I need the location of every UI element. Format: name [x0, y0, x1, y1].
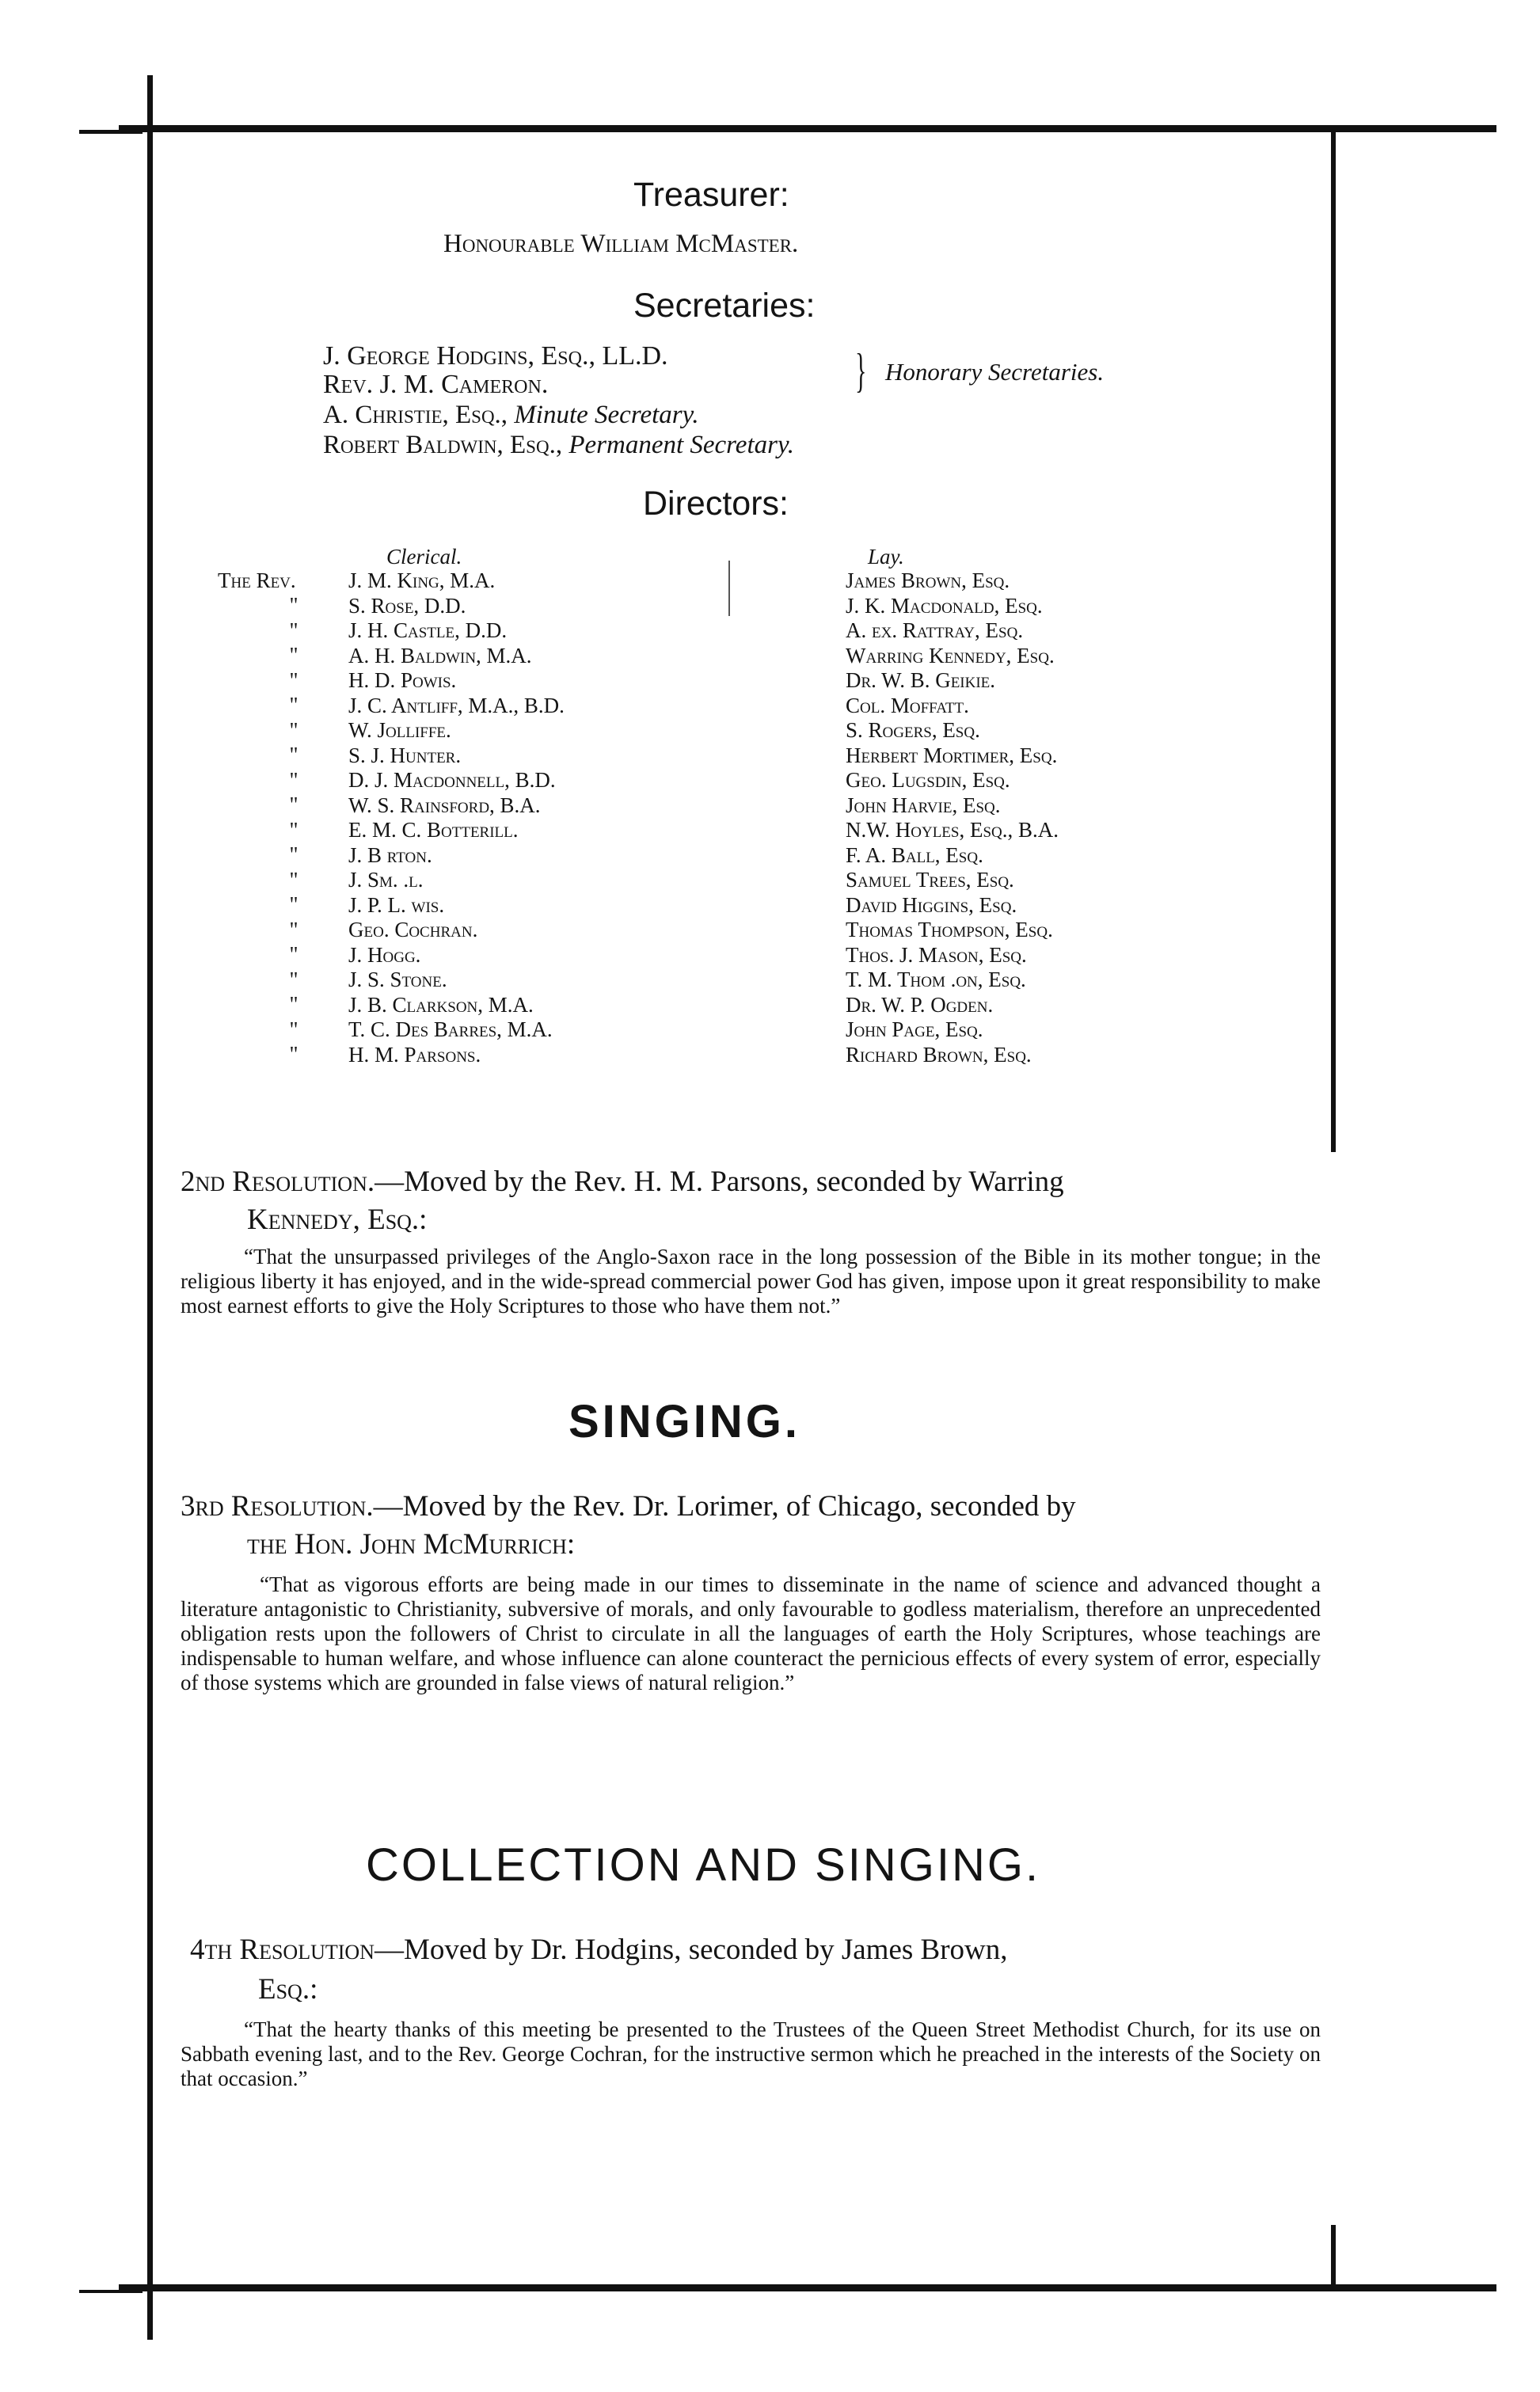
ditto-mark: " [289, 942, 298, 966]
column-divider [728, 561, 730, 616]
clerical-director: Geo. Cochran. [348, 918, 478, 941]
secretary-name: J. George Hodgins, Esq., LL.D. [323, 341, 668, 371]
collection-heading: COLLECTION AND SINGING. [366, 1839, 1041, 1891]
ditto-mark: " [289, 693, 298, 717]
clerical-directors-list [348, 569, 565, 1067]
ditto-mark: " [289, 743, 298, 766]
ditto-mark: " [289, 1042, 298, 1066]
secretary-name: Rev. J. M. Cameron. [323, 370, 549, 399]
treasurer-name: Honourable William McMaster. [443, 230, 799, 258]
clerical-director: J. P. L. wis. [348, 892, 445, 917]
lay-director: S. Rogers, Esq. [846, 718, 980, 742]
ditto-mark: " [289, 593, 298, 617]
permanent-secretary-name: Robert Baldwin, Esq., [323, 431, 563, 459]
ditto-mark: " [289, 643, 298, 667]
ditto-mark: " [289, 992, 298, 1016]
clerical-director: J. M. King, M.A. [348, 569, 496, 592]
resolution-4-line-2: Esq.: [258, 1973, 318, 2006]
minute-secretary-role: Minute Secretary. [514, 401, 699, 429]
resolution-4-label: 4th Resolution [190, 1934, 375, 1966]
resolution-3-line-2: the Hon. John McMurrich: [247, 1528, 576, 1561]
top-rule [119, 125, 1496, 132]
brace: } [855, 344, 867, 397]
clerical-director: J. S. Stone. [348, 968, 447, 991]
ditto-mark: " [289, 842, 298, 866]
lay-director: Col. Moffatt. [846, 693, 969, 717]
treasurer-heading: Treasurer: [633, 176, 789, 214]
ditto-column [282, 593, 306, 1067]
secretaries-heading: Secretaries: [633, 287, 816, 325]
resolution-2-quote-text: “That the unsurpassed privileges of the Anglo-Saxon race in the long possession of the Bible in its mother tongue; in the religious liberty it has enjoyed, and in the wide-spread commercial power God has given, impose upon it great responsibility to make most earnest efforts to give the Holy Scriptures to those who have them not.” [181, 1245, 1321, 1318]
lay-director: Dr. W. B. Geikie. [846, 668, 996, 692]
resolution-2-quote [181, 1245, 1321, 1318]
clerical-director: S. J. Hunter. [348, 743, 462, 767]
lay-directors-list [846, 569, 1059, 1067]
ditto-mark: " [289, 1017, 298, 1041]
clerical-director: A. H. Baldwin, M.A. [348, 643, 532, 667]
clerical-director: J. C. Antliff, M.A., B.D. [348, 693, 565, 717]
resolution-3-line-1 [181, 1489, 1076, 1525]
lay-director: James Brown, Esq. [846, 569, 1010, 592]
lay-director: T. M. Thom .on, Esq. [846, 968, 1026, 991]
ditto-mark: " [289, 767, 298, 792]
resolution-4-quote [181, 2017, 1321, 2091]
bottom-rule-extension [79, 2290, 143, 2293]
resolution-2-label: 2nd Resolution. [181, 1166, 375, 1198]
lay-director: John Page, Esq. [846, 1017, 983, 1041]
clerical-director: J. B rton. [348, 842, 432, 867]
top-rule-extension [79, 130, 143, 134]
ditto-mark: " [289, 717, 298, 742]
clerical-label: Clerical. [386, 545, 462, 569]
clerical-director: H. D. Powis. [348, 668, 457, 692]
resolution-3-label: 3rd Resolution. [181, 1490, 374, 1523]
lay-director: Thos. J. Mason, Esq. [846, 942, 1027, 967]
lay-director: A. ex. Rattray, Esq. [846, 618, 1024, 642]
ditto-mark: " [289, 892, 298, 916]
lay-director: N.W. Hoyles, Esq., B.A. [846, 818, 1059, 842]
resolution-3-quote [181, 1572, 1321, 1695]
lay-director: F. A. Ball, Esq. [846, 842, 983, 867]
resolution-3-text: —Moved by the Rev. Dr. Lorimer, of Chicago, seconded by [373, 1490, 1076, 1523]
resolution-4-line-1 [190, 1932, 1008, 1968]
clerical-director: W. S. Rainsford, B.A. [348, 793, 541, 817]
lay-label: Lay. [868, 545, 904, 569]
minute-secretary [323, 401, 699, 430]
clerical-director: W. Jolliffe. [348, 718, 451, 742]
lay-director: Dr. W. P. Ogden. [846, 992, 994, 1017]
lay-director: Richard Brown, Esq. [846, 1042, 1032, 1067]
resolution-4-quote-text: “That the hearty thanks of this meeting be presented to the Trustees of the Queen Street Methodist Church, for its use on Sabbath evening last, and to the Rev. George Cochran, for the instructive sermon which he preached in the interests of the Society on that occasion.” [181, 2017, 1321, 2090]
permanent-secretary [323, 431, 794, 460]
lay-director: John Harvie, Esq. [846, 793, 1001, 817]
clerical-director: E. M. C. Botterill. [348, 818, 519, 842]
clerical-director: D. J. Macdonnell, B.D. [348, 768, 556, 792]
singing-heading: SINGING. [568, 1396, 801, 1447]
honorary-secretaries [323, 342, 668, 399]
resolution-2-line-2: Kennedy, Esq.: [247, 1204, 428, 1236]
lay-director: David Higgins, Esq. [846, 892, 1017, 917]
bottom-rule [119, 2284, 1496, 2291]
lay-director: Samuel Trees, Esq. [846, 868, 1014, 892]
directors-heading: Directors: [643, 485, 789, 523]
clerical-director: J. H. Castle, D.D. [348, 618, 508, 642]
ditto-mark: " [289, 618, 298, 642]
lay-director: Geo. Lugsdin, Esq. [846, 768, 1010, 792]
ditto-mark: " [289, 667, 298, 692]
clerical-director: J. Hogg. [348, 942, 421, 967]
ditto-mark: " [289, 867, 298, 892]
clerical-director: J. Sm. .l. [348, 868, 424, 892]
clerical-director: H. M. Parsons. [348, 1042, 481, 1067]
honorary-secretaries-label: Honorary Secretaries. [885, 358, 1105, 386]
minute-secretary-name: A. Christie, Esq., [323, 401, 508, 429]
right-rule-lower [1331, 2225, 1336, 2288]
clerical-director: J. B. Clarkson, M.A. [348, 992, 534, 1017]
lay-director: J. K. Macdonald, Esq. [846, 593, 1043, 618]
clerical-prefix: The Rev. [218, 569, 296, 592]
clerical-director: T. C. Des Barres, M.A. [348, 1017, 553, 1041]
clerical-director: S. Rose, D.D. [348, 593, 466, 618]
ditto-mark: " [289, 967, 298, 991]
resolution-2-text: —Moved by the Rev. H. M. Parsons, seconded by Warring [375, 1166, 1064, 1198]
resolution-2-line-1 [181, 1164, 1064, 1200]
lay-director: Thomas Thompson, Esq. [846, 918, 1053, 941]
ditto-mark: " [289, 917, 298, 941]
permanent-secretary-role: Permanent Secretary. [568, 431, 795, 459]
ditto-mark: " [289, 817, 298, 842]
right-rule [1331, 127, 1336, 1152]
ditto-mark: " [289, 793, 298, 816]
lay-director: Herbert Mortimer, Esq. [846, 743, 1058, 767]
resolution-4-text: —Moved by Dr. Hodgins, seconded by James Brown, [374, 1934, 1008, 1966]
left-rule [147, 75, 153, 2340]
resolution-3-quote-text: “That as vigorous efforts are being made in our times to disseminate in the name of science and advanced thought a literature antagonistic to Christianity, subversive of morals, and only favourable to godless materialism, therefore an unprecedented obligation rests upon the followers of Christ to circulate in all the languages of earth the Holy Scriptures, whose teachings are indispensable to human welfare, and whose influence can alone counteract the pernicious effects of every system of error, especially of those systems which are grounded in false views of natural religion.” [181, 1572, 1321, 1694]
lay-director: Warring Kennedy, Esq. [846, 643, 1055, 667]
